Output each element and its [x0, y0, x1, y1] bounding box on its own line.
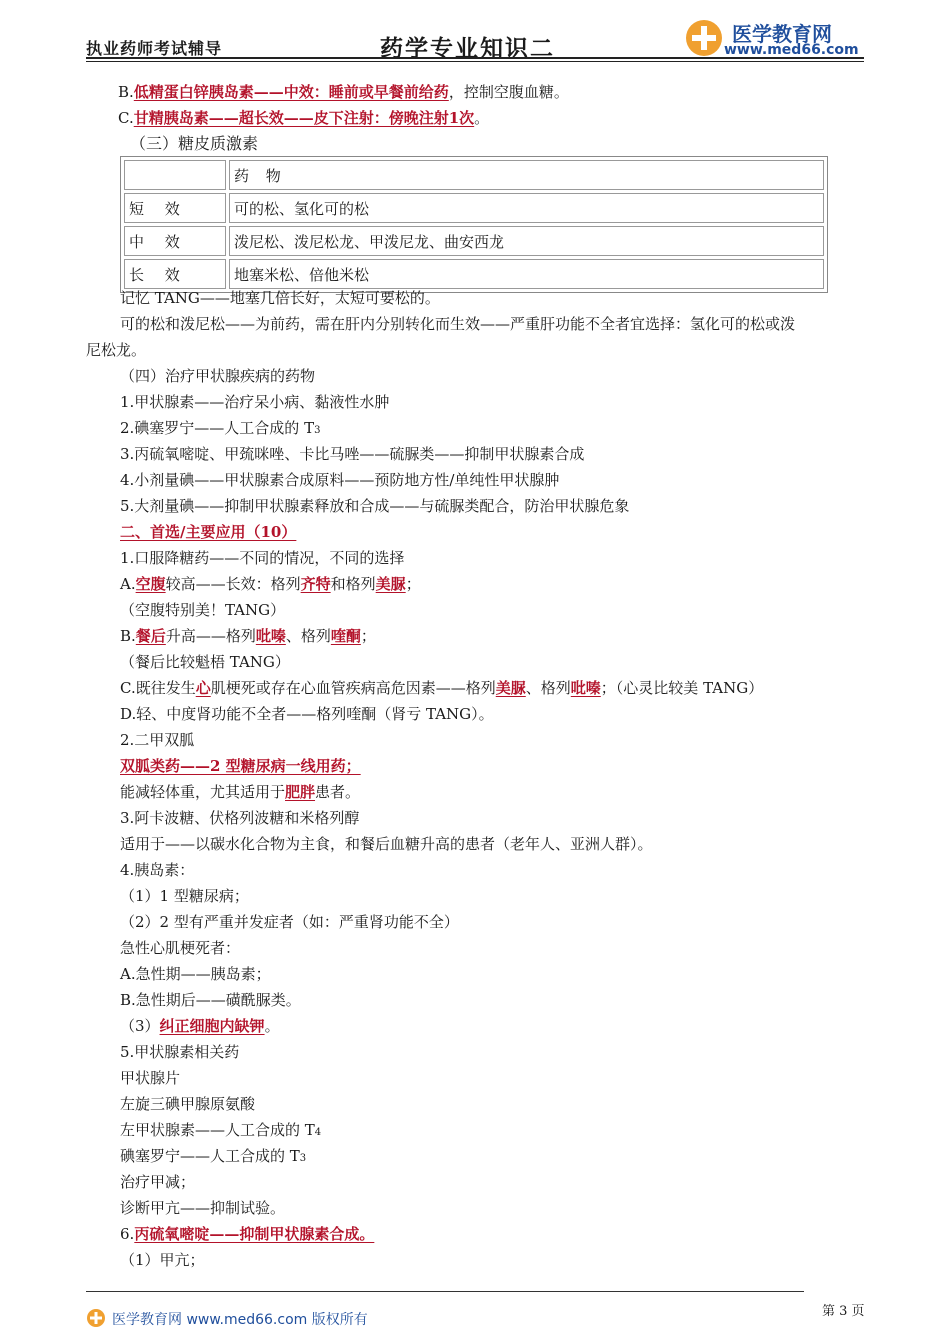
thyroid-related-5: 治疗甲减；	[120, 1173, 196, 1191]
site-logo	[684, 16, 864, 62]
header-left-title: 执业药师考试辅导	[86, 39, 223, 58]
table-cell-term: 短 效	[124, 193, 226, 223]
thyroid-related-6: 诊断甲亢——抑制试验。	[120, 1199, 286, 1217]
thyroid-related-heading: 5.甲状腺素相关药	[120, 1043, 240, 1061]
metformin-obesity: 能减轻体重，尤其适用于肥胖患者。	[120, 783, 361, 801]
footer-logo-icon	[86, 1308, 106, 1328]
page-number: 第 3 页	[822, 1304, 865, 1319]
ptu-heading: 6.丙硫氧嘧啶——抑制甲状腺素合成。	[120, 1225, 375, 1243]
header-divider-thin	[86, 61, 864, 62]
table-row	[124, 259, 824, 289]
highlight: 低精蛋白锌胰岛素——中效：睡前或早餐前给药	[133, 83, 449, 101]
insulin-mi-a: A.急性期——胰岛素；	[120, 965, 271, 983]
insulin-item-3: （3）纠正细胞内缺钾。	[120, 1017, 280, 1035]
footer-copyright: 医学教育网 www.med66.com 版权所有	[112, 1312, 368, 1328]
metformin-highlight: 双胍类药——2 型糖尿病一线用药；	[120, 757, 361, 775]
metformin-heading: 2.二甲双胍	[120, 731, 195, 749]
part-2-heading: 二、首选/主要应用（10）	[120, 523, 297, 541]
highlight: 甘精胰岛素——超长效——皮下注射：傍晚注射1次	[133, 109, 475, 127]
ptu-item-1: （1）甲亢；	[120, 1251, 205, 1269]
table-row	[124, 193, 824, 223]
table-cell-drugs: 泼尼松、泼尼松龙、甲泼尼龙、曲安西龙	[229, 226, 824, 256]
thyroid-related-3: 左甲状腺素——人工合成的 T4	[120, 1121, 322, 1139]
footer-divider	[86, 1291, 804, 1292]
oral-drug-a-memo: （空腹特别美！TANG）	[120, 601, 286, 619]
acarbose-heading: 3.阿卡波糖、伏格列波糖和米格列醇	[120, 809, 360, 827]
thyroid-related-4: 碘塞罗宁——人工合成的 T3	[120, 1147, 307, 1165]
insulin-heading: 4.胰岛素：	[120, 861, 195, 879]
line-c-insulin: C.甘精胰岛素——超长效——皮下注射：傍晚注射1次。	[118, 109, 490, 127]
oral-drug-b: B.餐后升高——格列吡嗪、格列喹酮；	[120, 627, 376, 645]
thyroid-item-5: 5.大剂量碘——抑制甲状腺素释放和合成——与硫脲类配合，防治甲状腺危象	[120, 497, 630, 515]
oral-drug-b-memo: （餐后比较魁梧 TANG）	[120, 653, 290, 671]
thyroid-item-4: 4.小剂量碘——甲状腺素合成原料——预防地方性/单纯性甲状腺肿	[120, 471, 560, 489]
line-b-insulin: B.低精蛋白锌胰岛素——中效：睡前或早餐前给药，控制空腹血糖。	[118, 83, 569, 101]
prodrug-line-2: 尼松龙。	[86, 341, 147, 359]
section-heading-4: （四）治疗甲状腺疾病的药物	[120, 367, 316, 385]
logo-mark-icon	[684, 18, 724, 58]
header-center-title: 药学专业知识二	[380, 36, 555, 62]
table-header-cell	[124, 160, 226, 190]
memo-line: 记忆 TANG——地塞几倍长好，太短可要松的。	[120, 289, 440, 307]
logo-url: www.med66.com	[724, 42, 859, 58]
thyroid-item-3: 3.丙硫氧嘧啶、甲巯咪唑、卡比马唑——硫脲类——抑制甲状腺素合成	[120, 445, 585, 463]
insulin-item-2: （2）2 型有严重并发症者（如：严重肾功能不全）	[120, 913, 459, 931]
oral-drug-d: D.轻、中度肾功能不全者——格列喹酮（肾亏 TANG）。	[120, 705, 494, 723]
table-cell-drugs: 可的松、氢化可的松	[229, 193, 824, 223]
insulin-item-1: （1）1 型糖尿病；	[120, 887, 249, 905]
thyroid-item-2: 2.碘塞罗宁——人工合成的 T3	[120, 419, 321, 437]
acarbose-use: 适用于——以碳水化合物为主食，和餐后血糖升高的患者（老年人、亚洲人群）。	[120, 835, 653, 853]
table-cell-drugs: 地塞米松、倍他米松	[229, 259, 824, 289]
oral-drug-c: C.既往发生心肌梗死或存在心血管疾病高危因素——格列美脲、格列吡嗪；（心灵比较美 TANG）	[120, 679, 764, 697]
oral-drug-a: A.空腹较高——长效：格列齐特和格列美脲；	[120, 575, 421, 593]
corticosteroid-table	[120, 156, 828, 293]
header-divider	[86, 57, 864, 59]
section-heading-3: （三）糖皮质激素	[130, 134, 259, 153]
table-cell-term: 长 效	[124, 259, 226, 289]
thyroid-related-1: 甲状腺片	[120, 1069, 181, 1087]
oral-drug-heading: 1.口服降糖药——不同的情况，不同的选择	[120, 549, 405, 567]
prodrug-line-1: 可的松和泼尼松——为前药，需在肝内分别转化而生效——严重肝功能不全者宜选择：氢化可的松或泼	[120, 315, 796, 333]
table-header-cell: 药 物	[229, 160, 824, 190]
logo-name: 医学教育网	[732, 22, 832, 46]
table-row	[124, 160, 824, 190]
insulin-mi-b: B.急性期后——磺酰脲类。	[120, 991, 301, 1009]
insulin-mi: 急性心肌梗死者：	[120, 939, 241, 957]
thyroid-item-1: 1.甲状腺素——治疗呆小病、黏液性水肿	[120, 393, 390, 411]
thyroid-related-2: 左旋三碘甲腺原氨酸	[120, 1095, 256, 1113]
table-cell-term: 中 效	[124, 226, 226, 256]
table-row	[124, 226, 824, 256]
